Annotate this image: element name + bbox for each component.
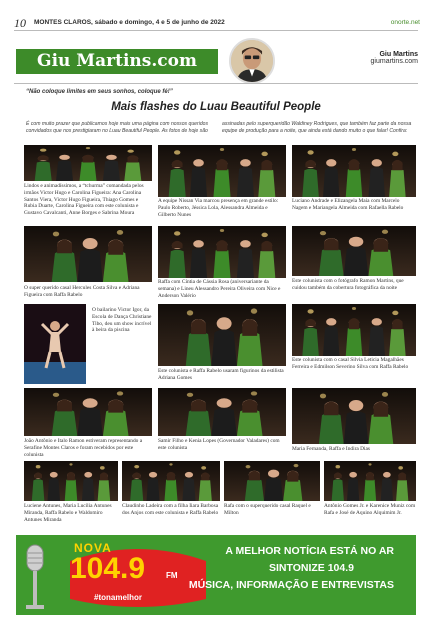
caption-2: A equipe Nissan Via marcou presença em grande estilo: Paulo Roberto, Jéssica Lola, Alessandra Almeida e Gilberto Nunes	[158, 198, 279, 218]
photo-cintia	[158, 226, 286, 278]
ad-line-2: SINTONIZE 104.9	[268, 562, 354, 574]
column-banner	[16, 49, 218, 74]
dateline: MONTES CLAROS, sábado e domingo, 4 e 5 de junho de 2022	[34, 19, 225, 26]
column-title: Giu Martins.com	[37, 51, 197, 71]
ad-line-1: A MELHOR NOTÍCIA ESTÁ NO AR	[225, 545, 394, 557]
caption-1: Lindos e animadíssimos, a “tchurma” comandada pelos irmãos Victor Hugo e Carolina Figueira: Ana Carolina Santos Viera, Victor Hugo Figueira, Thiago Gomes e Rubia Duarte, Carolina Figueira com este colunista e Gustavo Cavalcanti, Anne Borges e Sabrina Moura	[24, 183, 144, 217]
caption-3: Luciano Andrade e Elizangela Maia com Marcelo Nagem e Mariangela Almeida com Rafaella Rabelo	[292, 198, 404, 211]
caption-14: Claudinho Ladeira com a filha Iiara Barbosa dos Anjos com este colunista e Raffa Rabelo	[122, 503, 219, 516]
columnist-url[interactable]: giumartins.com	[370, 58, 418, 65]
photo-claudinho	[122, 461, 220, 501]
photo-nissan	[158, 145, 286, 197]
columnist-brand	[371, 51, 418, 65]
caption-11: Samir Filho e Kenia Lopes (Governador Valadares) com este colunista	[158, 438, 280, 451]
ad-line-3: MÚSICA, INFORMAÇÃO E ENTREVISTAS	[188, 579, 394, 591]
radio-advertisement[interactable]	[16, 535, 416, 615]
photo-antonio	[324, 461, 416, 501]
caption-4: O super querido casal Hercules Costa Silva e Adriana Figueira com Raffa Rabelo	[24, 285, 140, 298]
photo-luciene	[24, 461, 118, 501]
caption-6: Este colunista com o fotógrafo Ramon Martins, que cuidou também da cobertura fotográfica da noite	[292, 278, 404, 291]
caption-15: Rafa com o superquerido casal Raquel e Milton	[224, 503, 311, 516]
columnist-avatar	[229, 38, 275, 84]
page-number: 10	[14, 16, 26, 30]
photo-samir	[158, 388, 286, 436]
column-motto: “Não coloque limites em seus sonhos, coloque fé!”	[26, 89, 173, 95]
photo-ramon	[292, 226, 416, 276]
caption-12: Maria Fernanda, Raffa e Indira Dias	[292, 446, 371, 452]
intro-right: assinadas pelo superqueridão Waldiney Rodrigues, que também faz parte da nossa equipe de produção para a noite, que ainda está dando muito o que falar! Confira:	[222, 121, 412, 134]
article-headline: Mais flashes do Luau Beautiful People	[111, 101, 321, 113]
microphone-icon	[20, 541, 50, 613]
caption-5: Raffa com Cíntia de Cássia Rosa (aniversariante da semana) e Lineu Alessandro Pereira Oliveira com Nice e Anderson Valério	[158, 279, 281, 299]
intro-left: É com muito prazer que publicamos hoje mais uma página com nossos queridos convidados que nos prestigiaram no Luau Beautiful People. As fotos de hoje são	[26, 121, 209, 134]
ad-brand: NOVA	[74, 541, 112, 555]
photo-figurinos	[158, 304, 286, 366]
ad-band: FM	[166, 571, 178, 580]
photo-raquel-milton	[224, 461, 320, 501]
photo-silvia	[292, 304, 416, 356]
columnist-name: Giu Martins	[379, 51, 418, 58]
page-header	[6, 16, 426, 30]
photo-maria-fernanda	[292, 388, 416, 444]
site-link[interactable]: onorte.net	[390, 19, 420, 26]
caption-10: João Antônio e Italo Ramon estiveram representando a Serafine Montes Claros e foram recebidos por este colunista	[24, 438, 143, 458]
caption-7: O bailarino Victor Igor, da Escola de Dança Christiane Tibo, deu um show incrível à beira da piscina	[92, 307, 152, 334]
caption-9: Este colunista com o casal Silvia Leticia Magalhães Ferreira e Edmilson Severino Silva com Raffa Rabelo	[292, 357, 409, 370]
caption-16: Antônio Gomes Jr. e Karenice Muniz com Rafa e José de Aquino Alquimim Jr.	[324, 503, 416, 516]
caption-13: Luciene Antunes, Maria Lucilia Antunes Miranda, Raffa Rabelo e Waldomiro Antunes Miranda	[24, 503, 112, 523]
caption-8: Este colunista e Raffa Rabelo usaram figurinos da estilista Adriana Gomes	[158, 368, 284, 381]
photo-bailarino	[24, 304, 86, 384]
banner-rule	[14, 83, 418, 84]
ad-frequency: 104.9	[70, 552, 146, 585]
photo-hercules	[24, 226, 152, 282]
photo-luciano	[292, 145, 416, 197]
header-rule	[14, 30, 418, 31]
photo-serafine	[24, 388, 152, 436]
ad-hashtag: #tonamelhor	[94, 593, 143, 602]
photo-tchurma	[24, 145, 152, 181]
